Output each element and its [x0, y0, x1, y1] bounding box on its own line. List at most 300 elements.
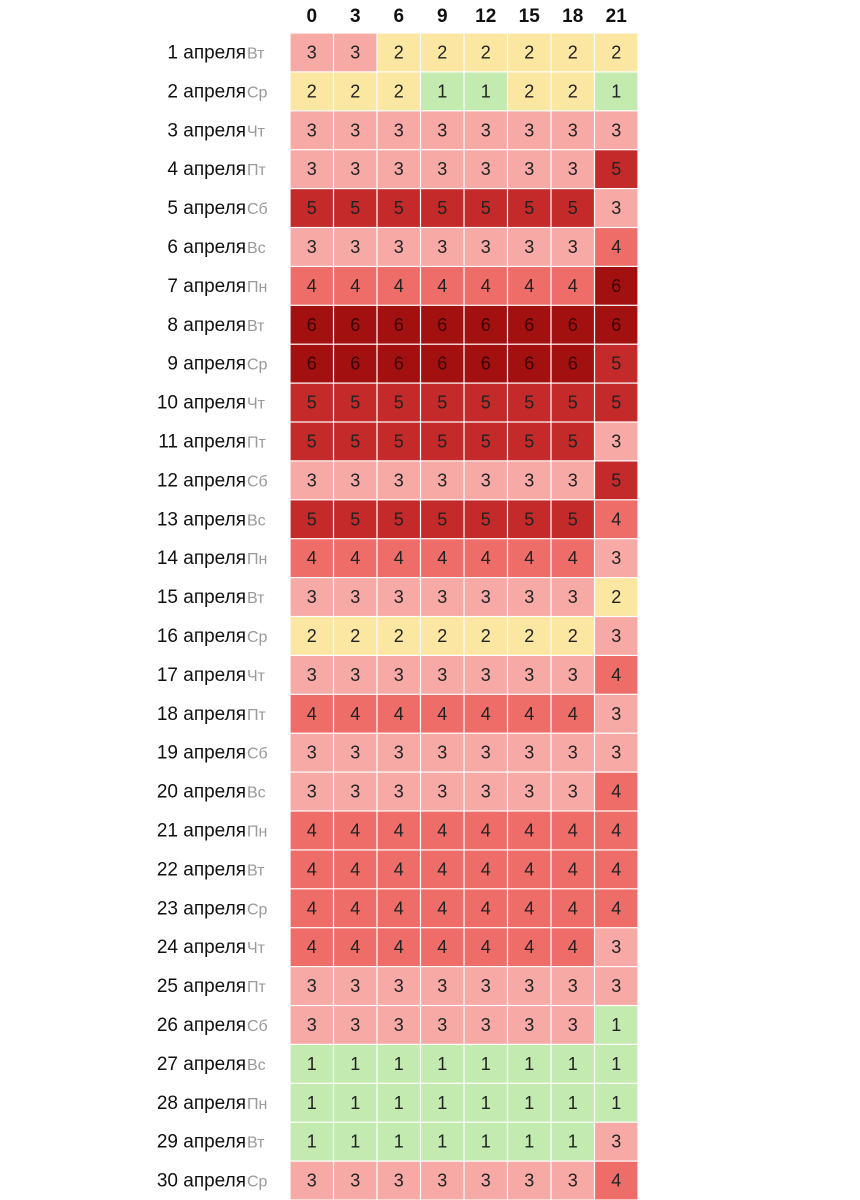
heatmap-cell-value: 4 — [306, 859, 317, 880]
heatmap-cell-value: 3 — [350, 159, 361, 180]
heatmap-cell-value: 2 — [480, 625, 491, 646]
heatmap-cell-value: 3 — [306, 470, 317, 491]
heatmap-cell-value: 1 — [350, 1131, 361, 1152]
heatmap-cell-value: 3 — [437, 1170, 448, 1191]
row-date-label: 21 апреля — [156, 820, 246, 842]
heatmap-cell-value: 3 — [437, 664, 448, 685]
heatmap-cell-value: 4 — [567, 898, 578, 919]
heatmap-cell-value: 3 — [437, 120, 448, 141]
heatmap-cell-value: 5 — [611, 470, 622, 491]
heatmap-cell-value: 3 — [393, 1014, 404, 1035]
heatmap-cell-value: 4 — [567, 548, 578, 569]
row-date-label: 3 апреля — [167, 120, 246, 142]
heatmap-cell-value: 3 — [567, 664, 578, 685]
heatmap-cell-value: 3 — [567, 159, 578, 180]
row-weekday-label: Вс — [247, 784, 266, 802]
row-weekday-label: Пт — [247, 979, 266, 997]
row-date-label: 5 апреля — [167, 198, 246, 220]
row-date-label: 14 апреля — [156, 548, 246, 570]
heatmap-row — [157, 1045, 638, 1083]
heatmap-cell-value: 4 — [611, 1170, 622, 1191]
row-date-label: 2 апреля — [167, 81, 246, 103]
heatmap-cell-value: 3 — [524, 587, 535, 608]
heatmap-cell-value: 3 — [437, 1014, 448, 1035]
row-date-label: 12 апреля — [156, 470, 246, 492]
column-header-0: 0 — [306, 6, 318, 27]
heatmap-cell-value: 3 — [306, 781, 317, 802]
row-weekday-label: Пт — [247, 162, 266, 180]
heatmap-cell-value: 4 — [350, 820, 361, 841]
heatmap-row — [167, 306, 637, 344]
heatmap-cell-value: 5 — [393, 392, 404, 413]
heatmap-cell-value: 4 — [393, 820, 404, 841]
heatmap-cell-value: 1 — [480, 1092, 491, 1113]
heatmap-cell-value: 1 — [480, 1131, 491, 1152]
heatmap-cell-value: 4 — [567, 703, 578, 724]
heatmap-cell-value: 3 — [393, 742, 404, 763]
heatmap-cell-value: 3 — [524, 236, 535, 257]
row-date-label: 16 апреля — [156, 625, 246, 647]
heatmap-cell-value: 3 — [306, 587, 317, 608]
heatmap-cell-value: 6 — [524, 314, 535, 335]
heatmap-cell-value: 3 — [393, 664, 404, 685]
heatmap-cell-value: 5 — [437, 198, 448, 219]
heatmap-cell-value: 2 — [480, 42, 491, 63]
heatmap-cell-value: 5 — [524, 431, 535, 452]
heatmap-row — [157, 889, 638, 927]
heatmap-cell-value: 1 — [306, 1092, 317, 1113]
heatmap-cell-value: 3 — [393, 781, 404, 802]
heatmap-cell-value: 2 — [393, 42, 404, 63]
heatmap-cell-value: 4 — [306, 898, 317, 919]
row-date-label: 20 апреля — [156, 781, 246, 803]
heatmap-cell-value: 6 — [393, 353, 404, 374]
heatmap-cell-value: 4 — [524, 275, 535, 296]
row-date-label: 27 апреля — [156, 1053, 246, 1075]
heatmap-cell-value: 3 — [350, 470, 361, 491]
heatmap-cell-value: 3 — [567, 470, 578, 491]
heatmap-cell-value: 3 — [611, 198, 622, 219]
heatmap-cell-value: 5 — [306, 198, 317, 219]
heatmap-cell-value: 6 — [350, 314, 361, 335]
heatmap-cell-value: 4 — [350, 548, 361, 569]
row-weekday-label: Чт — [247, 123, 265, 141]
heatmap-cell-value: 3 — [567, 976, 578, 997]
heatmap-row — [157, 1006, 638, 1044]
heatmap-cell-value: 6 — [306, 353, 317, 374]
column-header-9: 9 — [436, 6, 448, 27]
heatmap-cell-value: 6 — [393, 314, 404, 335]
heatmap-cell-value: 5 — [524, 198, 535, 219]
heatmap-cell-value: 1 — [611, 1092, 622, 1113]
heatmap-cell-value: 3 — [480, 236, 491, 257]
heatmap-cell-value: 3 — [350, 1170, 361, 1191]
heatmap-cell-value: 2 — [350, 81, 361, 102]
heatmap-cell-value: 3 — [437, 742, 448, 763]
heatmap-row — [157, 617, 638, 655]
heatmap-cell-value: 1 — [524, 1131, 535, 1152]
heatmap-cell-value: 4 — [611, 859, 622, 880]
heatmap-cell-value: 5 — [393, 431, 404, 452]
row-date-label: 10 апреля — [156, 392, 246, 414]
heatmap-cell-value: 3 — [306, 42, 317, 63]
heatmap-cell-value: 3 — [524, 1014, 535, 1035]
column-header-18: 18 — [562, 6, 584, 27]
row-weekday-label: Пн — [247, 551, 268, 569]
heatmap-cell-value: 3 — [480, 470, 491, 491]
heatmap-cell-value: 3 — [480, 742, 491, 763]
heatmap-cell-value: 3 — [306, 236, 317, 257]
heatmap-cell-value: 6 — [567, 314, 578, 335]
column-header-12: 12 — [475, 6, 497, 27]
heatmap-cell-value: 1 — [524, 1092, 535, 1113]
heatmap-cell-value: 6 — [480, 314, 491, 335]
heatmap-cell-value: 1 — [567, 1053, 578, 1074]
row-weekday-label: Пн — [247, 823, 268, 841]
heatmap-cell-value: 3 — [480, 781, 491, 802]
heatmap-cell-value: 1 — [611, 81, 622, 102]
heatmap-cell-value: 4 — [524, 859, 535, 880]
row-weekday-label: Пн — [247, 1095, 268, 1113]
heatmap-cell-value: 4 — [611, 664, 622, 685]
heatmap-cell-value: 3 — [611, 1131, 622, 1152]
heatmap-cell-value: 3 — [524, 1170, 535, 1191]
row-weekday-label: Сб — [247, 745, 268, 763]
heatmap-cell-value: 2 — [524, 625, 535, 646]
heatmap-cell-value: 5 — [524, 509, 535, 530]
heatmap-cell-value: 4 — [524, 937, 535, 958]
heatmap-cell-value: 3 — [524, 781, 535, 802]
row-weekday-label: Вт — [247, 862, 265, 880]
heatmap-cell-value: 1 — [567, 1092, 578, 1113]
heatmap-row — [157, 462, 638, 500]
heatmap-cell-value: 1 — [306, 1131, 317, 1152]
column-header-3: 3 — [349, 6, 361, 27]
heatmap-cell-value: 3 — [611, 625, 622, 646]
heatmap-cell-value: 3 — [480, 587, 491, 608]
heatmap-cell-value: 3 — [437, 159, 448, 180]
heatmap-cell-value: 4 — [306, 275, 317, 296]
heatmap-cell-value: 5 — [480, 509, 491, 530]
heatmap-cell-value: 4 — [350, 859, 361, 880]
row-weekday-label: Чт — [247, 940, 265, 958]
heatmap-cell-value: 4 — [437, 703, 448, 724]
row-weekday-label: Вт — [247, 590, 265, 608]
heatmap-cell-value: 4 — [567, 937, 578, 958]
heatmap-cell-value: 5 — [480, 392, 491, 413]
heatmap-cell-value: 4 — [480, 859, 491, 880]
heatmap-cell-value: 4 — [393, 859, 404, 880]
heatmap-cell-value: 5 — [393, 509, 404, 530]
heatmap-cell-value: 3 — [611, 431, 622, 452]
heatmap-cell-value: 2 — [567, 81, 578, 102]
heatmap-cell-value: 2 — [306, 81, 317, 102]
heatmap-cell-value: 1 — [524, 1053, 535, 1074]
heatmap-row — [157, 734, 638, 772]
heatmap-cell-value: 5 — [567, 431, 578, 452]
heatmap-cell-value: 2 — [567, 625, 578, 646]
heatmap-cell-value: 3 — [567, 1170, 578, 1191]
column-header-21: 21 — [605, 6, 627, 27]
heatmap-cell-value: 2 — [567, 42, 578, 63]
heatmap-cell-value: 1 — [437, 1092, 448, 1113]
heatmap-row — [157, 812, 638, 850]
heatmap-cell-value: 3 — [306, 664, 317, 685]
heatmap-cell-value: 1 — [393, 1092, 404, 1113]
row-weekday-label: Чт — [247, 395, 265, 413]
row-date-label: 4 апреля — [167, 159, 246, 181]
row-weekday-label: Пт — [247, 434, 266, 452]
heatmap-cell-value: 5 — [306, 431, 317, 452]
heatmap-cell-value: 3 — [480, 1014, 491, 1035]
heatmap-cell-value: 1 — [611, 1053, 622, 1074]
heatmap-cell-value: 3 — [611, 120, 622, 141]
heatmap-cell-value: 5 — [350, 392, 361, 413]
heatmap-cell-value: 5 — [567, 392, 578, 413]
heatmap-cell-value: 3 — [480, 159, 491, 180]
heatmap-cell-value: 3 — [350, 236, 361, 257]
heatmap-cell-value: 5 — [350, 509, 361, 530]
row-weekday-label: Пт — [247, 706, 266, 724]
heatmap-row — [157, 539, 638, 577]
heatmap-row — [167, 73, 637, 111]
heatmap-cell-value: 4 — [480, 275, 491, 296]
heatmap-cell-value: 4 — [480, 937, 491, 958]
heatmap-row — [157, 1162, 638, 1200]
heatmap-row — [167, 345, 637, 383]
row-date-label: 23 апреля — [156, 898, 246, 920]
heatmap-cell-value: 6 — [611, 275, 622, 296]
heatmap-cell-value: 2 — [350, 625, 361, 646]
heatmap-cell-value: 3 — [567, 120, 578, 141]
heatmap-cell-value: 5 — [437, 509, 448, 530]
heatmap-cell-value: 3 — [567, 587, 578, 608]
heatmap-cell-value: 3 — [350, 976, 361, 997]
heatmap-cell-value: 3 — [350, 664, 361, 685]
row-weekday-label: Вс — [247, 239, 266, 257]
heatmap-cell-value: 4 — [306, 937, 317, 958]
heatmap-cell-value: 5 — [350, 431, 361, 452]
heatmap-row — [158, 423, 637, 461]
heatmap-cell-value: 1 — [350, 1092, 361, 1113]
heatmap-cell-value: 3 — [480, 664, 491, 685]
heatmap-cell-value: 4 — [437, 820, 448, 841]
row-date-label: 13 апреля — [156, 509, 246, 531]
heatmap-row — [167, 111, 637, 149]
heatmap-cell-value: 1 — [437, 81, 448, 102]
row-date-label: 15 апреля — [156, 587, 246, 609]
heatmap-cell-value: 3 — [524, 159, 535, 180]
heatmap-cell-value: 5 — [350, 198, 361, 219]
heatmap-cell-value: 2 — [611, 42, 622, 63]
row-weekday-label: Вс — [247, 1056, 266, 1074]
heatmap-cell-value: 4 — [611, 898, 622, 919]
heatmap-cell-value: 3 — [567, 781, 578, 802]
heatmap-cell-value: 4 — [437, 898, 448, 919]
heatmap-cell-value: 4 — [437, 548, 448, 569]
heatmap-cell-value: 5 — [567, 509, 578, 530]
heatmap-cell-value: 4 — [567, 820, 578, 841]
heatmap-cell-value: 4 — [611, 781, 622, 802]
heatmap-cell-value: 3 — [437, 781, 448, 802]
heatmap-cell-value: 3 — [393, 976, 404, 997]
heatmap-cell-value: 3 — [306, 1014, 317, 1035]
heatmap-cell-value: 4 — [480, 548, 491, 569]
heatmap-cell-value: 4 — [350, 898, 361, 919]
row-date-label: 18 апреля — [156, 703, 246, 725]
heatmap-cell-value: 5 — [611, 353, 622, 374]
column-header-15: 15 — [518, 6, 540, 27]
heatmap-cell-value: 3 — [393, 236, 404, 257]
heatmap-cell-value: 3 — [350, 781, 361, 802]
row-weekday-label: Пн — [247, 278, 268, 296]
row-weekday-label: Ср — [247, 84, 268, 102]
heatmap-cell-value: 3 — [611, 548, 622, 569]
heatmap-cell-value: 5 — [437, 431, 448, 452]
heatmap-cell-value: 1 — [437, 1131, 448, 1152]
heatmap-row — [157, 500, 638, 538]
heatmap-row — [157, 773, 638, 811]
heatmap-cell-value: 5 — [567, 198, 578, 219]
heatmap-cell-value: 3 — [611, 742, 622, 763]
row-weekday-label: Ср — [247, 901, 268, 919]
row-date-label: 19 апреля — [156, 742, 246, 764]
row-date-label: 17 апреля — [156, 664, 246, 686]
row-weekday-label: Сб — [247, 201, 268, 219]
heatmap-cell-value: 2 — [306, 625, 317, 646]
heatmap-cell-value: 4 — [306, 703, 317, 724]
heatmap-cell-value: 5 — [611, 392, 622, 413]
column-header-6: 6 — [393, 6, 405, 27]
heatmap-cell-value: 3 — [437, 236, 448, 257]
heatmap-cell-value: 3 — [437, 470, 448, 491]
heatmap-cell-value: 1 — [393, 1131, 404, 1152]
row-date-label: 28 апреля — [156, 1092, 246, 1114]
heatmap-cell-value: 3 — [393, 1170, 404, 1191]
row-weekday-label: Вт — [247, 45, 265, 63]
heatmap-cell-value: 5 — [306, 509, 317, 530]
heatmap-cell-value: 3 — [524, 742, 535, 763]
heatmap-cell-value: 2 — [611, 587, 622, 608]
heatmap-cell-value: 1 — [350, 1053, 361, 1074]
heatmap-cell-value: 3 — [437, 976, 448, 997]
heatmap-cell-value: 6 — [611, 314, 622, 335]
heatmap-cell-value: 4 — [480, 703, 491, 724]
heatmap-cell-value: 4 — [350, 703, 361, 724]
heatmap-cell-value: 4 — [524, 703, 535, 724]
heatmap-cell-value: 6 — [306, 314, 317, 335]
heatmap-cell-value: 6 — [524, 353, 535, 374]
heatmap-row — [157, 384, 638, 422]
heatmap-cell-value: 4 — [350, 937, 361, 958]
row-date-label: 24 апреля — [156, 937, 246, 959]
heatmap-cell-value: 1 — [480, 81, 491, 102]
heatmap-cell-value: 4 — [393, 703, 404, 724]
heatmap-cell-value: 3 — [611, 937, 622, 958]
heatmap-cell-value: 3 — [611, 976, 622, 997]
heatmap-cell-value: 5 — [437, 392, 448, 413]
heatmap-cell-value: 6 — [437, 314, 448, 335]
heatmap-cell-value: 1 — [437, 1053, 448, 1074]
heatmap-cell-value: 3 — [306, 159, 317, 180]
heatmap-cell-value: 6 — [350, 353, 361, 374]
heatmap-cell-value: 2 — [393, 81, 404, 102]
heatmap-cell-value: 3 — [393, 120, 404, 141]
heatmap-cell-value: 4 — [393, 937, 404, 958]
heatmap-row — [167, 34, 637, 72]
heatmap-cell-value: 4 — [393, 898, 404, 919]
heatmap-cell-value: 3 — [524, 120, 535, 141]
heatmap-cell-value: 3 — [524, 664, 535, 685]
heatmap-cell-value: 3 — [350, 42, 361, 63]
heatmap-cell-value: 3 — [350, 587, 361, 608]
heatmap-row — [167, 228, 637, 266]
heatmap-cell-value: 4 — [524, 898, 535, 919]
row-date-label: 25 апреля — [156, 976, 246, 998]
heatmap-cell-value: 4 — [306, 548, 317, 569]
row-weekday-label: Вт — [247, 317, 265, 335]
heatmap-cell-value: 3 — [437, 587, 448, 608]
heatmap-cell-value: 4 — [480, 898, 491, 919]
heatmap-cell-value: 3 — [393, 470, 404, 491]
row-date-label: 29 апреля — [156, 1131, 246, 1153]
heatmap-cell-value: 3 — [480, 976, 491, 997]
heatmap-cell-value: 3 — [480, 120, 491, 141]
heatmap-cell-value: 6 — [480, 353, 491, 374]
row-weekday-label: Ср — [247, 1173, 268, 1191]
heatmap-row — [157, 656, 638, 694]
heatmap-cell-value: 4 — [567, 859, 578, 880]
heatmap-cell-value: 5 — [480, 431, 491, 452]
heatmap-cell-value: 3 — [567, 1014, 578, 1035]
heatmap-row — [157, 851, 638, 889]
heatmap-cell-value: 1 — [567, 1131, 578, 1152]
heatmap-cell-value: 2 — [437, 625, 448, 646]
heatmap-cell-value: 2 — [437, 42, 448, 63]
heatmap-cell-value: 1 — [480, 1053, 491, 1074]
heatmap-cell-value: 4 — [306, 820, 317, 841]
heatmap-cell-value: 6 — [437, 353, 448, 374]
heatmap-row — [157, 578, 638, 616]
heatmap-cell-value: 4 — [611, 820, 622, 841]
heatmap-cell-value: 3 — [611, 703, 622, 724]
row-weekday-label: Сб — [247, 473, 268, 491]
heatmap-cell-value: 3 — [306, 120, 317, 141]
heatmap-cell-value: 3 — [524, 470, 535, 491]
heatmap-cell-value: 2 — [393, 625, 404, 646]
heatmap-cell-value: 4 — [611, 509, 622, 530]
heatmap-cell-value: 5 — [524, 392, 535, 413]
heatmap-cell-value: 4 — [524, 548, 535, 569]
heatmap-cell-value: 4 — [437, 937, 448, 958]
heatmap-cell-value: 3 — [393, 159, 404, 180]
heatmap-cell-value: 4 — [524, 820, 535, 841]
heatmap-cell-value: 6 — [567, 353, 578, 374]
heatmap-row — [157, 1084, 638, 1122]
row-date-label: 7 апреля — [167, 275, 246, 297]
heatmap-row — [167, 189, 637, 227]
heatmap-cell-value: 3 — [567, 236, 578, 257]
heatmap-cell-value: 3 — [480, 1170, 491, 1191]
row-weekday-label: Сб — [247, 1017, 268, 1035]
row-weekday-label: Ср — [247, 628, 268, 646]
heatmap-cell-value: 4 — [611, 236, 622, 257]
heatmap-row — [167, 150, 637, 188]
heatmap-cell-value: 4 — [437, 275, 448, 296]
heatmap-cell-value: 5 — [480, 198, 491, 219]
heatmap-cell-value: 5 — [393, 198, 404, 219]
heatmap-cell-value: 3 — [567, 742, 578, 763]
